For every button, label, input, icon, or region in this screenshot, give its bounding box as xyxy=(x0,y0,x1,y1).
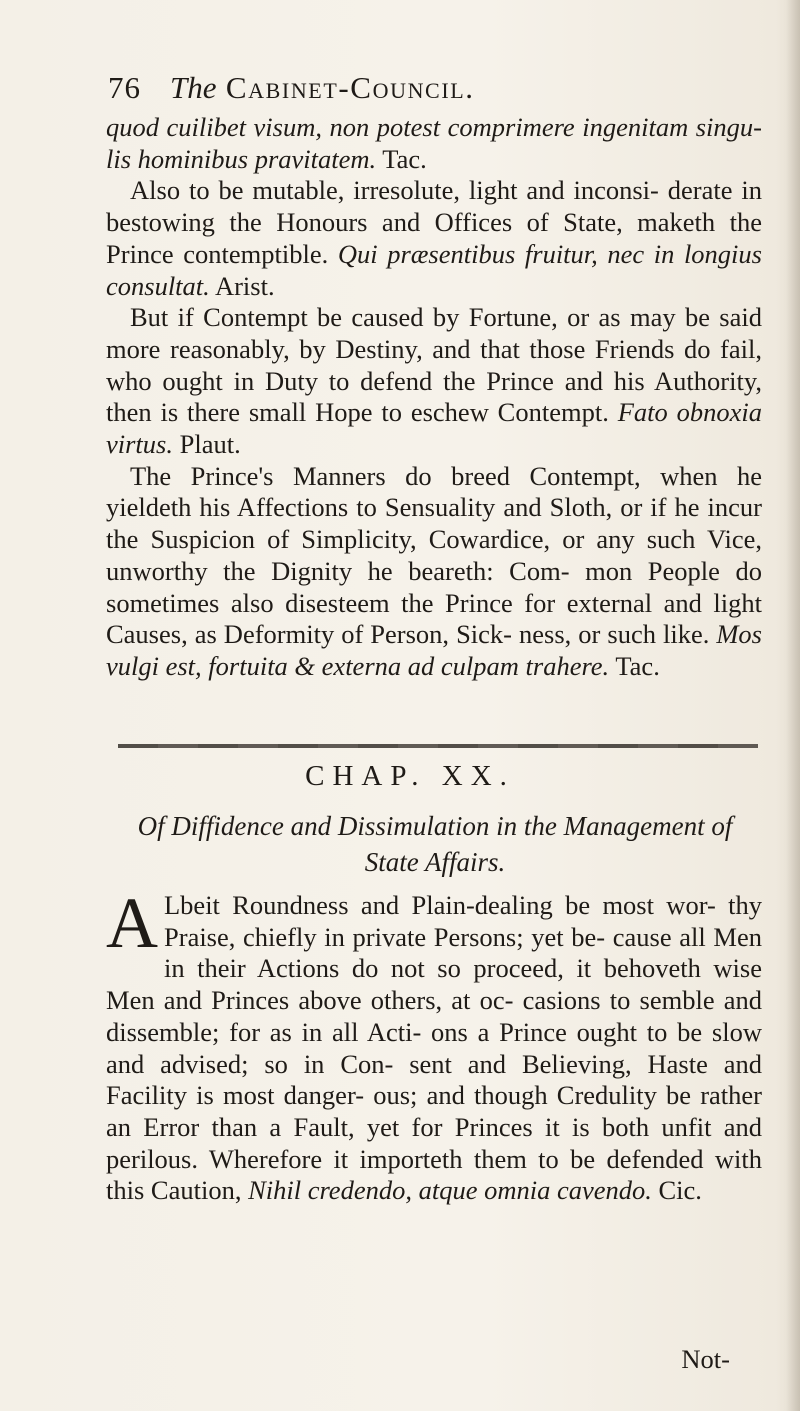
running-title xyxy=(170,70,475,106)
paragraph-4: The Prince's Manners do breed Contempt, when he yieldeth his Affections to Sensuality and Sloth, or if he incur the Suspicion of Simplicity, Cowardice, or any such Vice, unworthy the Dignity he beareth: Com- mon People do sometimes also disesteem the Prince for external and light Causes, as Deformity of Person, Sick- ness, or such like. Mos vulgi est, fortuita & externa ad culpam trahere. Tac. xyxy=(106,460,762,681)
latin-quote-5: Nihil credendo, atque omnia cavendo. xyxy=(248,1175,652,1206)
running-header xyxy=(108,70,708,110)
latin-quote-3: Fato obnoxia virtus. xyxy=(106,397,762,460)
latin-quote-4: Mos vulgi est, fortuita & externa ad culpam trahere. xyxy=(106,619,762,681)
running-title-rest: Cabinet-Council. xyxy=(225,70,475,105)
chapter-subtitle: Of Diffidence and Dissimulation in the Management of State Affairs. xyxy=(137,811,733,877)
drop-cap: A xyxy=(106,883,158,963)
latin-quote-1: quod cuilibet visum, non potest comprimere ingenitam singu- lis hominibus pravitatem. xyxy=(106,112,762,174)
section-divider xyxy=(118,744,758,748)
text-block-lower xyxy=(106,883,762,1207)
page-number: 76 xyxy=(108,70,141,105)
paragraph-5: A Lbeit Roundness and Plain-dealing be most wor- thy Praise, chiefly in private Persons; yet be- cause all Men in their Actions do not so proceed, it behoveth wise Men and Princes above others, at oc- casions to semble and dissemble; for as in all Acti- ons a Prince ought to be slow and advised; so in Con- sent and Believing, Haste and Facility is most danger- ous; and though Credulity be rather an Error than a Fault, yet for Princes it is both unfit and perilous. Wherefore it importeth them to be defended with this Caution, Nihil credendo, atque omnia cavendo. Cic. xyxy=(106,883,762,1206)
page-edge-shadow xyxy=(786,0,800,1411)
latin-quote-2: Qui præsentibus fruitur, nec in longius consultat. xyxy=(106,238,762,301)
text-block-upper xyxy=(106,112,762,683)
running-title-the: The xyxy=(170,70,217,105)
chapter-heading: CHAP. XX. xyxy=(305,760,515,792)
paragraph-3: But if Contempt be caused by Fortune, or as may be said more reasonably, by Destiny, and that those Friends do fail, who ought in Duty to defend the Prince and his Authority, then is there small Hope to eschew Contempt. Fato obnoxia virtus. Plaut. xyxy=(106,302,762,460)
paragraph-2: Also to be mutable, irresolute, light and inconsi- derate in bestowing the Honours and Offices of State, maketh the Prince contemptible. Qui præsentibus fruitur, nec in longius consultat. Arist. xyxy=(106,175,762,301)
catchword: Not- xyxy=(681,1344,730,1374)
paragraph-1: quod cuilibet visum, non potest comprimere ingenitam singu- lis hominibus pravitatem. Tac. xyxy=(106,112,762,174)
